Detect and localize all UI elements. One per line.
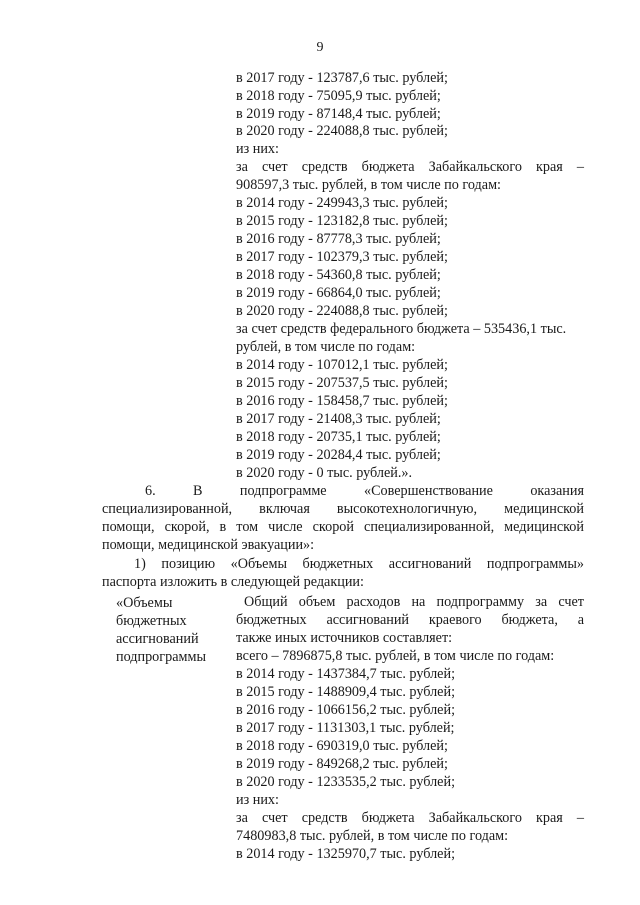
paragraph-6-line: специализированной, включая высокотехнологичную, медицинской xyxy=(102,501,584,517)
budget-line: в 2018 году - 690319,0 тыс. рублей; xyxy=(236,738,448,754)
budget-line: в 2018 году - 75095,9 тыс. рублей; xyxy=(236,88,441,104)
federal-budget-subheading: рублей, в том числе по годам: xyxy=(236,339,416,355)
budget-line: в 2015 году - 123182,8 тыс. рублей; xyxy=(236,213,448,229)
budget-line: в 2017 году - 123787,6 тыс. рублей; xyxy=(236,70,448,86)
new-text-intro: Общий объем расходов на подпрограмму за счет xyxy=(244,594,584,610)
page-number: 9 xyxy=(316,40,324,55)
budget-line: в 2018 году - 54360,8 тыс. рублей; xyxy=(236,267,441,283)
budget-line: в 2019 году - 66864,0 тыс. рублей; xyxy=(236,285,441,301)
budget-line: в 2016 году - 158458,7 тыс. рублей; xyxy=(236,393,448,409)
budget-line: в 2016 году - 87778,3 тыс. рублей; xyxy=(236,231,441,247)
subprogram-label: ассигнований xyxy=(116,631,199,647)
budget-line: в 2020 году - 224088,8 тыс. рублей; xyxy=(236,303,448,319)
budget-line: в 2014 году - 249943,3 тыс. рублей; xyxy=(236,195,448,211)
budget-line: в 2017 году - 1131303,1 тыс. рублей; xyxy=(236,720,455,736)
subprogram-label: бюджетных xyxy=(116,613,187,629)
budget-line: в 2019 году - 20284,4 тыс. рублей; xyxy=(236,447,441,463)
budget-line: в 2020 году - 1233535,2 тыс. рублей; xyxy=(236,774,456,790)
budget-line: в 2017 году - 21408,3 тыс. рублей; xyxy=(236,411,441,427)
budget-line: в 2017 году - 102379,3 тыс. рублей; xyxy=(236,249,448,265)
paragraph-6-line: помощи, скорой, в том числе скорой специализированной, медицинской xyxy=(102,519,584,535)
item-1-line: паспорта изложить в следующей редакции: xyxy=(102,574,364,590)
budget-line: в 2020 году - 224088,8 тыс. рублей; xyxy=(236,123,448,139)
regional-budget-heading: за счет средств бюджета Забайкальского края – xyxy=(236,810,584,826)
regional-budget-total: 7480983,8 тыс. рублей, в том числе по годам: xyxy=(236,828,509,844)
regional-budget-heading: за счет средств бюджета Забайкальского края – xyxy=(236,159,584,175)
budget-line: в 2020 году - 0 тыс. рублей.». xyxy=(236,465,413,481)
regional-budget-total: 908597,3 тыс. рублей, в том числе по годам: xyxy=(236,177,501,193)
budget-line: в 2015 году - 1488909,4 тыс. рублей; xyxy=(236,684,456,700)
budget-line: в 2019 году - 849268,2 тыс. рублей; xyxy=(236,756,448,772)
new-text-intro: также иных источников составляет: xyxy=(236,630,453,646)
budget-line: в 2018 году - 20735,1 тыс. рублей; xyxy=(236,429,441,445)
paragraph-6-line: 6. В подпрограмме «Совершенствование оказания xyxy=(145,483,584,499)
of-them-label: из них: xyxy=(236,792,279,808)
federal-budget-heading: за счет средств федерального бюджета – 535436,1 тыс. xyxy=(236,321,567,337)
new-text-intro: бюджетных ассигнований краевого бюджета, а xyxy=(236,612,584,628)
budget-line: в 2015 году - 207537,5 тыс. рублей; xyxy=(236,375,448,391)
of-them-label: из них: xyxy=(236,141,279,157)
budget-line: в 2014 году - 1325970,7 тыс. рублей; xyxy=(236,846,456,862)
subprogram-label: подпрограммы xyxy=(116,649,206,665)
total-line: всего – 7896875,8 тыс. рублей, в том числе по годам: xyxy=(236,648,555,664)
budget-line: в 2019 году - 87148,4 тыс. рублей; xyxy=(236,106,441,122)
budget-line: в 2016 году - 1066156,2 тыс. рублей; xyxy=(236,702,456,718)
paragraph-6-line: помощи, медицинской эвакуации»: xyxy=(102,537,315,553)
budget-line: в 2014 году - 1437384,7 тыс. рублей; xyxy=(236,666,456,682)
budget-line: в 2014 году - 107012,1 тыс. рублей; xyxy=(236,357,448,373)
subprogram-label: «Объемы xyxy=(116,595,173,611)
item-1-line: 1) позицию «Объемы бюджетных ассигнований подпрограммы» xyxy=(134,556,584,572)
